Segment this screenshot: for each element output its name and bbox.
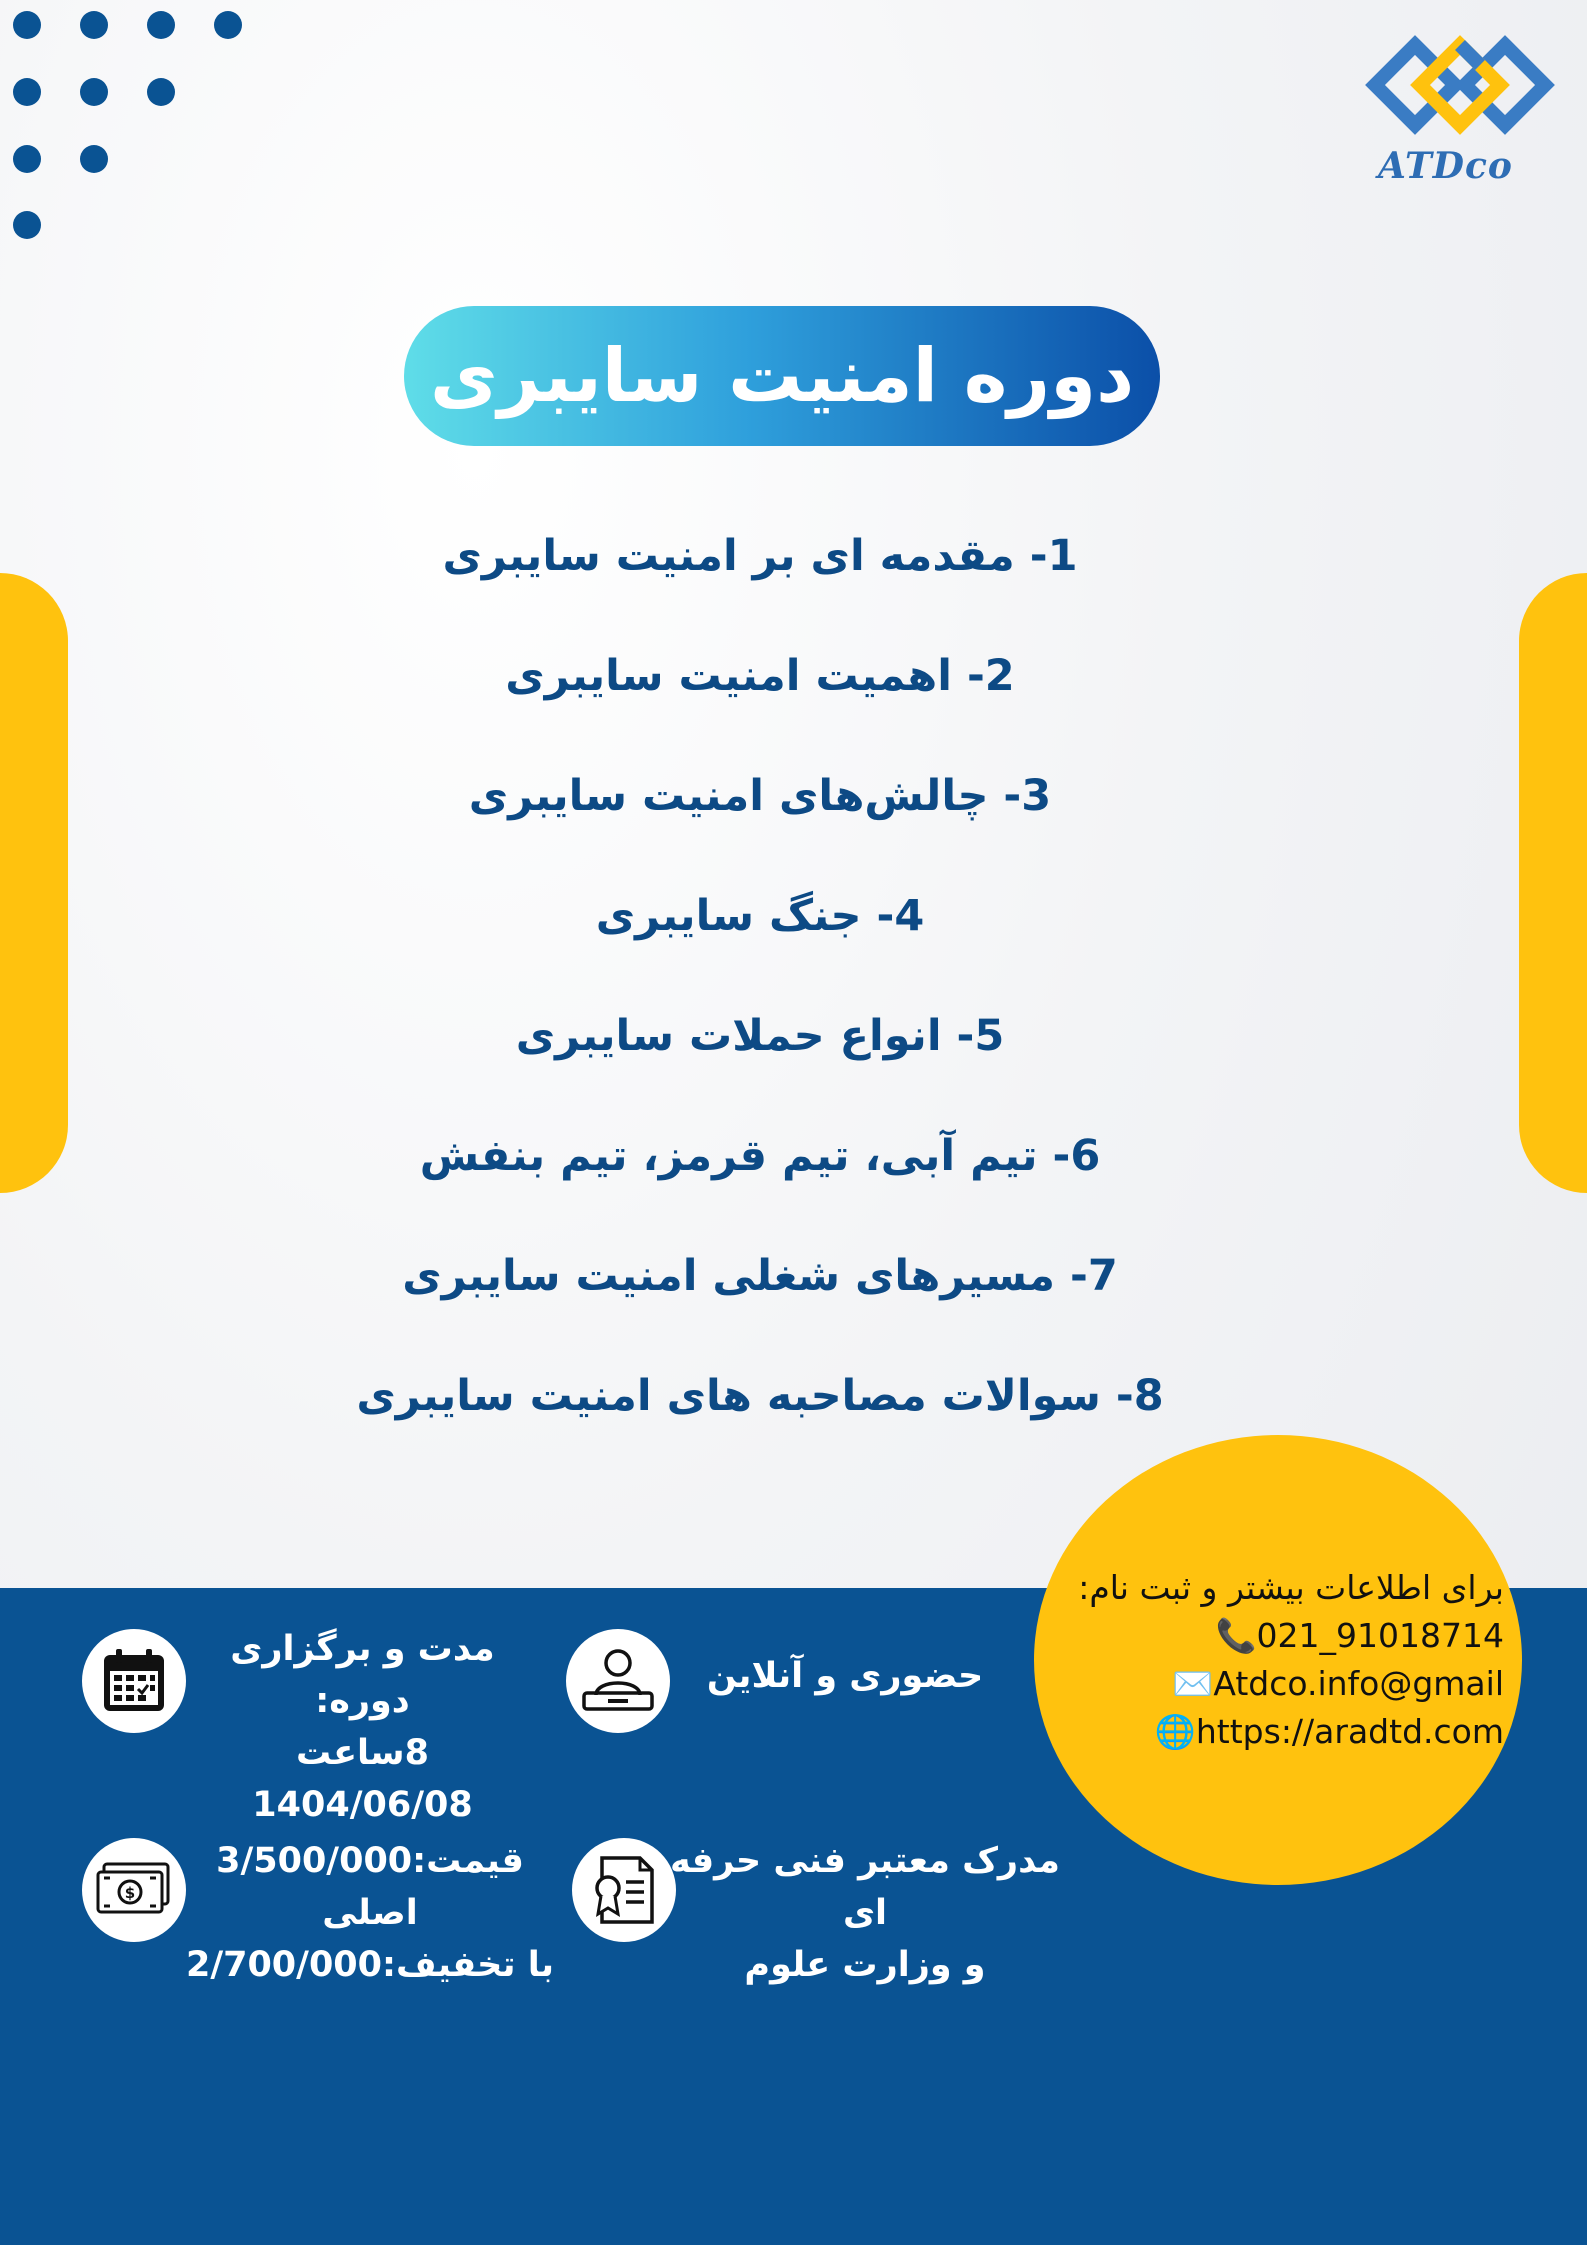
- price-original-label: اصلی: [322, 1893, 418, 1933]
- list-item: 6- تیم آبی، تیم قرمز، تیم بنفش: [419, 1131, 1101, 1181]
- right-yellow-tab: [1519, 573, 1587, 1193]
- list-item: 1- مقدمه ای بر امنیت سایبری: [442, 531, 1078, 581]
- course-title-pill: [404, 306, 1160, 446]
- price-discount: با تخفیف:2/700/000: [185, 1945, 555, 1985]
- duration-info: [185, 1623, 540, 1831]
- duration-date: 1404/06/08: [252, 1785, 473, 1825]
- list-item: 8- سوالات مصاحبه های امنیت سایبری: [356, 1371, 1164, 1421]
- duration-hours: 8ساعت: [296, 1733, 429, 1773]
- price-original: قیمت:3/500/000: [216, 1841, 524, 1881]
- list-item: 4- جنگ سایبری: [595, 891, 925, 941]
- topic-list: [300, 496, 1220, 1456]
- svg-text:$: $: [124, 1884, 136, 1902]
- certificate-line-3: و وزارت علوم: [744, 1945, 986, 1985]
- certificate-line-1: مدرک معتبر فنی حرفه: [670, 1841, 1060, 1881]
- online-user-icon: [566, 1629, 670, 1733]
- course-title: دوره امنیت سایبری: [429, 333, 1135, 419]
- list-item: 5- انواع حملات سایبری: [515, 1011, 1005, 1061]
- list-item: 3- چالش‌های امنیت سایبری: [468, 771, 1052, 821]
- list-item: 2- اهمیت امنیت سایبری: [505, 651, 1015, 701]
- contact-email[interactable]: ✉️Atdco.info@gmail: [1172, 1664, 1504, 1703]
- contact-heading: برای اطلاعات بیشتر و ثبت نام:: [1078, 1568, 1504, 1607]
- money-icon: [82, 1838, 186, 1942]
- contact-info: [1054, 1564, 1504, 1756]
- calendar-icon: [82, 1629, 186, 1733]
- certificate-info: [670, 1835, 1060, 1991]
- certificate-icon: [572, 1838, 676, 1942]
- left-yellow-tab: [0, 573, 68, 1193]
- price-info: [180, 1835, 560, 1991]
- contact-website[interactable]: 🌐https://aradtd.com: [1154, 1712, 1504, 1751]
- list-item: 7- مسیرهای شغلی امنیت سایبری: [402, 1251, 1118, 1301]
- certificate-line-2: ای: [842, 1893, 888, 1933]
- logo-text: ATDco: [1378, 145, 1513, 187]
- contact-phone[interactable]: 📞021_91018714: [1215, 1616, 1504, 1655]
- mode-text: حضوری و آنلاین: [706, 1656, 984, 1696]
- duration-label: مدت و برگزاری دوره:: [230, 1629, 495, 1721]
